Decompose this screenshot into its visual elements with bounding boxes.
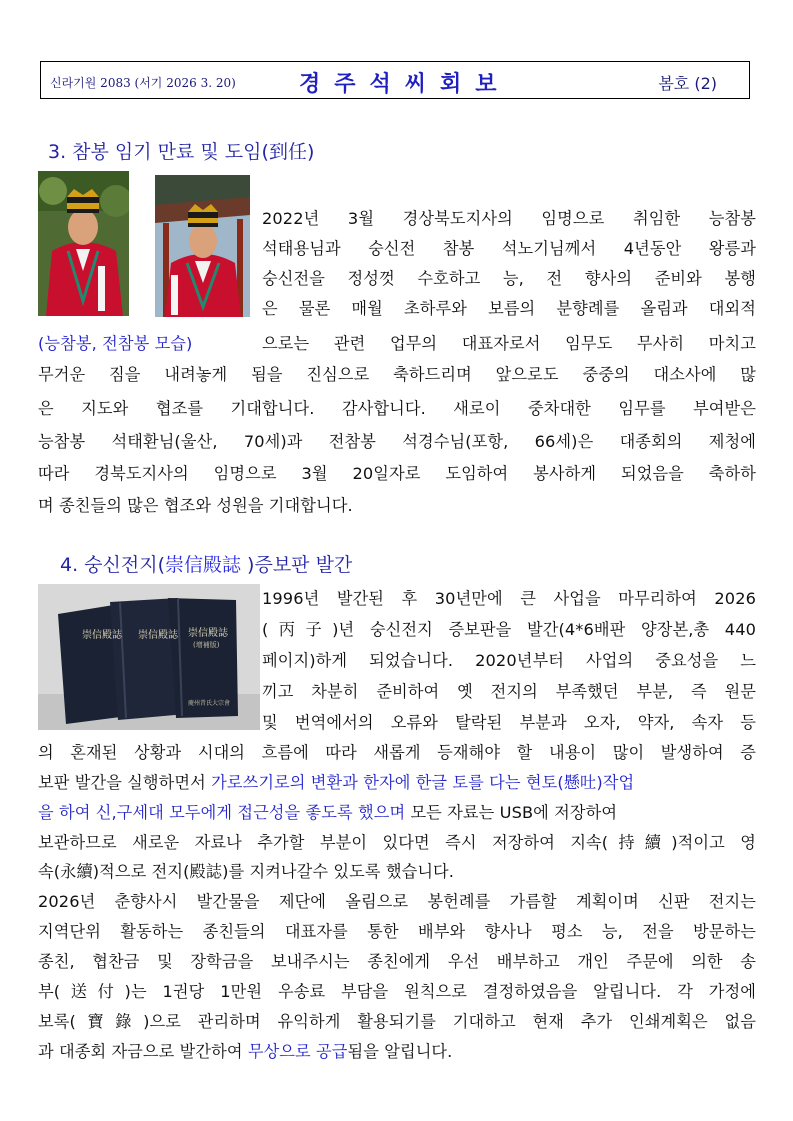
body-line: 무거운 짐을 내려놓게 됨을 진심으로 축하드리며 앞으로도 중중의 대소사에 많 — [38, 365, 756, 384]
body-line: 과 대종회 자금으로 발간하여 무상으로 공급됨을 알립니다. — [38, 1042, 453, 1061]
body-line: 부(送付)는 1권당 1만원 우송료 부담을 원칙으로 결정하였음을 알립니다. 각 가정에 — [38, 982, 756, 1001]
body-line: 숭신전을 정성껏 수호하고 능, 전 향사의 준비와 봉행 — [262, 269, 756, 288]
book-cover-title: 崇信殿誌 — [188, 628, 228, 639]
body-line: 1996년 발간된 후 30년만에 큰 사업을 마무리하여 2026 — [262, 589, 756, 608]
body-line: 따라 경북도지사의 임명으로 3월 20일자로 도임하여 봉사하게 되었음을 축하하 — [38, 464, 756, 483]
photo-jeon-chambong — [155, 175, 250, 317]
section-3-title: 3. 참봉 임기 만료 및 도임(到任) — [48, 141, 315, 163]
highlight-text: 을 하여 신,구세대 모두에게 접근성을 좋도록 했으며 — [38, 803, 406, 822]
portrait-image — [38, 171, 129, 316]
body-line: 석태용님과 숭신전 참봉 석노기님께서 4년동안 왕릉과 — [262, 239, 756, 258]
photo-books — [38, 584, 260, 730]
body-line: 지역단위 활동하는 종친들의 대표자를 통한 배부와 향사나 평소 능, 전을 방문하는 — [38, 922, 756, 941]
photo-caption: (능참봉, 전참봉 모습) — [38, 334, 193, 353]
body-line: 은 물론 매월 초하루와 보름의 분향례를 올림과 대외적 — [262, 299, 756, 318]
book-publisher: 慶州昔氏大宗會 — [188, 700, 231, 707]
body-line: 2022년 3월 경상북도지사의 임명으로 취임한 능참봉 — [262, 209, 756, 228]
body-line: 끼고 차분히 준비하여 옛 전지의 부족했던 부분, 즉 원문 — [262, 682, 756, 701]
body-line: 며 종친들의 많은 협조와 성원을 기대합니다. — [38, 496, 353, 515]
body-line: 2026년 춘향사시 발간물을 제단에 올림으로 봉헌례를 가름할 계획이며 신판 전지는 — [38, 892, 756, 911]
issue-label: 봄호 (2) — [658, 74, 717, 93]
header-date: 신라기원 2083 (서기 2026 3. 20) — [50, 76, 236, 90]
section-4-title: 4. 숭신전지(崇信殿誌 )증보판 발간 — [60, 554, 353, 576]
photo-neung-chambong — [38, 171, 129, 316]
body-line: 보관하므로 새로운 자료나 추가할 부분이 있다면 즉시 저장하여 지속(持續)적이고 영 — [38, 833, 756, 852]
body-line: 보록(寶錄)으로 관리하며 유익하게 활용되기를 기대하고 현재 추가 인쇄계획은 없음 — [38, 1012, 756, 1031]
body-line: 및 번역에서의 오류와 탈락된 부분과 오자, 약자, 속자 등 — [262, 713, 756, 732]
newsletter-header — [40, 61, 750, 99]
body-line: 은 지도와 협조를 기대합니다. 감사합니다. 새로이 중차대한 임무를 부여받은 — [38, 399, 756, 418]
portrait-image — [155, 175, 250, 317]
body-line: 을 하여 신,구세대 모두에게 접근성을 좋도록 했으며 모든 자료는 USB에 저장하여 — [38, 803, 618, 822]
body-line: 보판 발간을 실행하면서 가로쓰기로의 변환과 한자에 한글 토를 다는 현토(懸吐)작업 — [38, 773, 635, 792]
newsletter-title: 경주석씨회보 — [299, 71, 511, 97]
body-line: 능참봉 석태환님(울산, 70세)과 전참봉 석경수님(포항, 66세)은 대종회의 제청에 — [38, 432, 756, 451]
highlight-text: 무상으로 공급 — [247, 1042, 348, 1061]
body-line: 속(永續)적으로 전지(殿誌)를 지켜나갈수 있도록 했습니다. — [38, 862, 455, 881]
book-cover-title: 崇信殿誌 — [82, 630, 122, 641]
books-image — [38, 584, 260, 730]
book-cover-title: 崇信殿誌 — [138, 630, 178, 641]
book-cover-subtitle: (增補版) — [193, 641, 220, 649]
highlight-text: 가로쓰기로의 변환과 한자에 한글 토를 다는 현토(懸吐)작업 — [211, 773, 635, 792]
body-line: 종친, 협찬금 및 장학금을 보내주시는 종친에게 우선 배부하고 개인 주문에 의한 송 — [38, 952, 756, 971]
body-line: 페이지)하게 되었습니다. 2020년부터 사업의 중요성을 느 — [262, 651, 756, 670]
body-line: 으로는 관련 업무의 대표자로서 임무도 무사히 마치고 — [262, 334, 756, 353]
body-line: 의 혼재된 상황과 시대의 흐름에 따라 새롭게 등재해야 할 내용이 많이 발생하여 증 — [38, 743, 756, 762]
body-line: (丙子)년 숭신전지 증보판을 발간(4*6배판 양장본,총 440 — [262, 620, 756, 639]
